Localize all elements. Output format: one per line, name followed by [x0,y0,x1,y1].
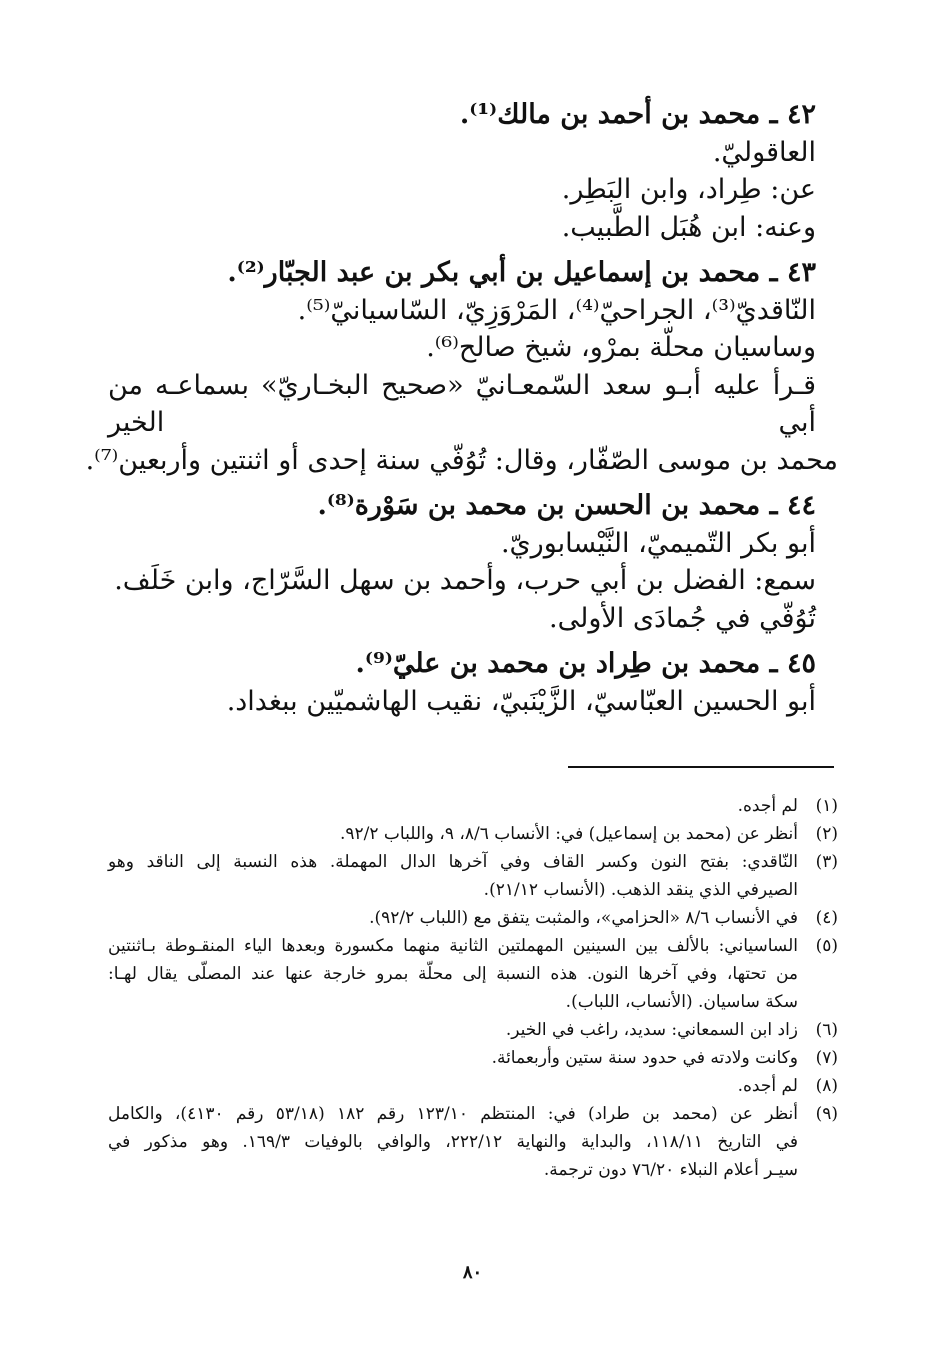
main-text [85,96,838,720]
footnote-line: لم أجده. [737,1076,798,1096]
footnote [108,904,838,932]
footnote-text [108,932,798,1016]
footnote-line: سكة ساسيان. (الأنساب، اللباب). [565,992,798,1012]
entry-line: وساسيان محلّة بمرْو، شيخ صالح⁽⁶⁾. [426,332,816,363]
footnote-number: (٢) [815,824,838,844]
footnote-text [108,1072,798,1100]
footnote [108,1044,838,1072]
footnote-line: في التاريخ ١١٨/١١، والبداية والنهاية ٢٢٢/١٢، والوافي بالوفيات ١٦٩/٣. وهو مذكور في [108,1132,799,1152]
footnote [108,792,838,820]
entry-heading: ٤٢ ـ محمد بن أحمد بن مالك⁽¹⁾. [459,99,816,130]
footnote-number: (٨) [815,1076,838,1096]
footnote-number: (٩) [815,1104,838,1124]
footnote [108,932,838,1016]
footnote-line: في الأنساب ٨/٦ «الحزامي»، والمثبت يتفق مع (اللباب ٩٢/٢). [369,908,798,928]
footnote [108,1100,838,1184]
footnote-text [108,792,798,820]
footnote-line: أنظر عن (محمد بن طراد) في: المنتظم ١٢٣/١٠ رقم ١٨٢ (٥٣/١٨ رقم ٤١٣٠)، والكامل [108,1104,798,1124]
entry-line: عن: طِراد، وابن البَطِر. [561,174,816,205]
footnote-text [108,904,798,932]
footnote-text [108,848,798,904]
footnotes [108,792,838,1184]
footnote-number: (٥) [815,936,838,956]
footnote-number: (١) [815,796,838,816]
page-number: ٨٠ [462,1262,483,1283]
entry-line: أبو بكر التّميميّ، النَّيْسابوريّ. [500,527,816,559]
entry-line: وعنه: ابن هُبَل الطَّبيب. [561,211,816,243]
footnote-line: سيـر أعلام النبلاء ٧٦/٢٠ دون ترجمة. [543,1160,798,1180]
entry-line: تُوُفّي في جُمادَى الأولى. [549,602,816,634]
footnote-line: لم أجده. [737,796,798,816]
footnote-line: وكانت ولادته في حدود سنة ستين وأربعمائة. [491,1048,798,1068]
footnote [108,1072,838,1100]
entry-line: العاقوليّ. [712,136,816,168]
footnote-text [108,1044,798,1072]
footnote-line: من تحتها، وفي آخرها النون. هذه النسبة إلى محلّة بمرو خارجة عنها عند المصلّى يقال لهـا: [108,964,798,984]
footnote-line: الصيرفي الذي ينقد الذهب. (الأنساب ٢١/١٢). [483,880,798,900]
footnote-text [108,1016,798,1044]
footnote [108,848,838,904]
footnote-number: (٤) [815,908,838,928]
entry-line: قـرأ عليه أبـو سعد السّمعـانيّ «صحيح البخـاريّ» بسماعـه من أبي الخير [108,369,816,438]
footnote-number: (٦) [815,1020,838,1040]
entry-line: محمد بن موسى الصّفّار، وقال: تُوُفّي سنة إحدى أو اثنتين وأربعين⁽⁷⁾. [85,444,838,476]
entry-heading: ٤٣ ـ محمد بن إسماعيل بن أبي بكر بن عبد الجبّار⁽²⁾. [227,257,816,288]
footnote-number: (٣) [815,852,838,872]
footnote-text [108,820,798,848]
footnote-line: أنظر عن (محمد بن إسماعيل) في: الأنساب ٨/٦، ٩، واللباب ٩٢/٢. [339,824,798,844]
entry-line: سمع: الفضل بن أبي حرب، وأحمد بن سهل السَّرّاج، وابن خَلَف. [114,565,816,596]
footnote-divider [568,766,834,768]
footnote-line: الساسياني: بالألف بين السينين المهملتين الثانية منهما مكسورة وبعدها الياء المنقـوطة بـاثنتين [108,936,798,956]
footnote-text [108,1100,798,1184]
entry-line: أبو الحسين العبّاسيّ، الزَّيْنَبيّ، نقيب الهاشميّين ببغداد. [226,685,816,717]
entry-heading: ٤٤ ـ محمد بن الحسن بن محمد بن سَوْرة⁽⁸⁾. [317,490,816,521]
footnote-line: النّاقدي: بفتح النون وكسر القاف وفي آخرها الدال المهملة. هذه النسبة إلى الناقد وهو [108,852,798,872]
entry-heading: ٤٥ ـ محمد بن طِراد بن محمد بن عليّ⁽⁹⁾. [355,648,816,679]
footnote-line: زاد ابن السمعاني: سديد، راغب في الخير. [505,1020,798,1040]
footnote [108,820,838,848]
entry-line: النّاقديّ⁽³⁾، الجراحيّ⁽⁴⁾، المَرْوَزِيّ، السّاسيانيّ⁽⁵⁾. [297,294,816,326]
footnote [108,1016,838,1044]
footnote-number: (٧) [815,1048,838,1068]
